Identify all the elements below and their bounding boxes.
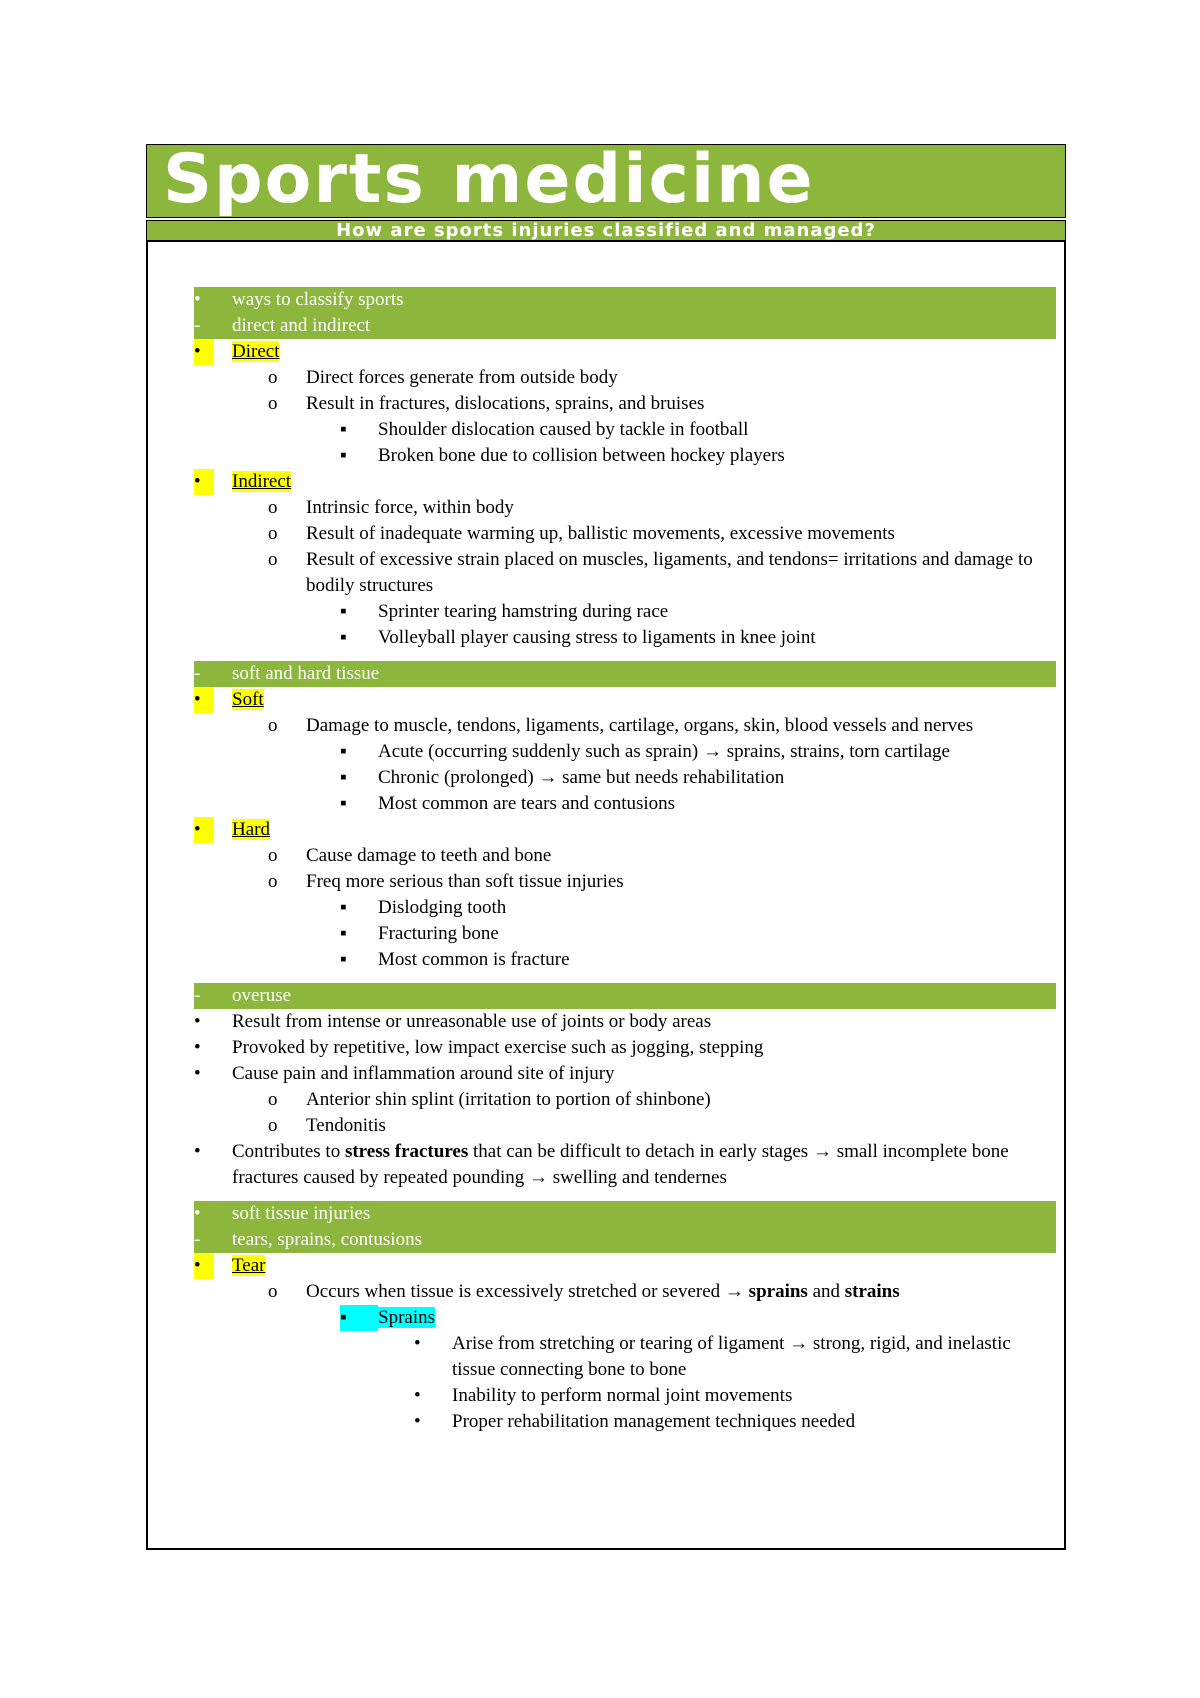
heading-soft: • Soft	[194, 687, 1056, 713]
bullet-circle-icon: o	[268, 549, 278, 570]
list-item: - tears, sprains, contusions	[194, 1227, 1056, 1253]
bullet-dot-icon: •	[194, 1141, 201, 1162]
heading-direct: • Direct	[194, 339, 1056, 365]
list-item: ▪ Fracturing bone	[194, 921, 1056, 947]
list-item: ▪ Broken bone due to collision between hockey players	[194, 443, 1056, 469]
bullet-dot-icon: •	[414, 1333, 421, 1354]
bullet-circle-icon: o	[268, 497, 278, 518]
bullet-dot-icon: •	[194, 339, 214, 365]
bullet-dot-icon: •	[194, 469, 214, 495]
list-item: ▪ Most common are tears and contusions	[194, 791, 1056, 817]
bullet-circle-icon: o	[268, 393, 278, 414]
list-item: o Occurs when tissue is excessively stretched or severed → sprains and strains	[194, 1279, 1056, 1305]
bullet-square-icon: ▪	[340, 923, 347, 944]
list-item: o Damage to muscle, tendons, ligaments, cartilage, organs, skin, blood vessels and nerves	[194, 713, 1056, 739]
bullet-circle-icon: o	[268, 367, 278, 388]
section-bar-overuse	[194, 983, 1056, 1009]
bullet-square-icon: ▪	[340, 627, 347, 648]
bullet-circle-icon: o	[268, 1089, 278, 1110]
bullet-square-icon: ▪	[340, 1305, 378, 1331]
list-item: o Result of excessive strain placed on muscles, ligaments, and tendons= irritations and damage to bodily structures	[268, 549, 1033, 596]
section-bar-soft-hard	[194, 661, 1056, 687]
bullet-circle-icon: o	[268, 845, 278, 866]
bullet-dot-icon: •	[194, 1011, 201, 1032]
list-item: - soft and hard tissue	[194, 661, 1056, 687]
bullet-square-icon: ▪	[340, 741, 347, 762]
list-item: ▪ Dislodging tooth	[194, 895, 1056, 921]
page-subtitle: How are sports injuries classified and managed?	[146, 220, 1066, 242]
list-item: • Result from intense or unreasonable use of joints or body areas	[194, 1009, 1056, 1035]
section-bar-soft-tissue	[194, 1201, 1056, 1253]
section-bar-classify	[194, 287, 1056, 339]
bullet-dot-icon: •	[414, 1411, 421, 1432]
bullet-circle-icon: o	[268, 1281, 278, 1302]
list-item: ▪ Acute (occurring suddenly such as sprain) → sprains, strains, torn cartilage	[194, 739, 1056, 765]
bullet-dot-icon: •	[414, 1385, 421, 1406]
document-body	[194, 287, 1056, 1435]
list-item: o Intrinsic force, within body	[194, 495, 1056, 521]
content-box	[146, 240, 1066, 1550]
list-item: ▪ Chronic (prolonged) → same but needs rehabilitation	[194, 765, 1056, 791]
bullet-dash-icon: -	[194, 663, 201, 684]
bullet-dot-icon: •	[194, 289, 201, 310]
list-item: • Provoked by repetitive, low impact exercise such as jogging, stepping	[194, 1035, 1056, 1061]
bullet-square-icon: ▪	[340, 445, 347, 466]
list-item: ▪ Sprinter tearing hamstring during race	[194, 599, 1056, 625]
bullet-square-icon: ▪	[340, 601, 347, 622]
page-frame	[146, 144, 1066, 1550]
page-title: Sports medicine	[146, 144, 1066, 218]
bullet-dot-icon: •	[194, 1253, 214, 1279]
bullet-square-icon: ▪	[340, 949, 347, 970]
list-item: • Cause pain and inflammation around site of injury	[194, 1061, 1056, 1087]
list-item: ▪ Shoulder dislocation caused by tackle in football	[194, 417, 1056, 443]
bullet-dash-icon: -	[194, 985, 201, 1006]
bullet-square-icon: ▪	[340, 767, 347, 788]
bullet-square-icon: ▪	[340, 793, 347, 814]
heading-sprains: ▪ Sprains	[194, 1305, 1056, 1331]
list-item: • soft tissue injuries	[194, 1201, 1056, 1227]
bullet-dot-icon: •	[194, 1063, 201, 1084]
bullet-dot-icon: •	[194, 817, 214, 843]
bullet-dot-icon: •	[194, 1037, 201, 1058]
bullet-dash-icon: -	[194, 1229, 201, 1250]
bullet-square-icon: ▪	[340, 419, 347, 440]
bullet-circle-icon: o	[268, 1115, 278, 1136]
list-item: o Freq more serious than soft tissue injuries	[194, 869, 1056, 895]
list-item: • ways to classify sports	[194, 287, 1056, 313]
bullet-square-icon: ▪	[340, 897, 347, 918]
heading-tear: • Tear	[194, 1253, 1056, 1279]
list-item: • Contributes to stress fractures that can be difficult to detach in early stages → small incomplete bone fractures caused by repeated pounding → swelling and tendernes	[194, 1141, 1009, 1188]
bullet-dot-icon: •	[194, 1203, 201, 1224]
list-item: o Direct forces generate from outside body	[194, 365, 1056, 391]
list-item: o Result of inadequate warming up, ballistic movements, excessive movements	[194, 521, 1056, 547]
list-item: o Tendonitis	[194, 1113, 1056, 1139]
bullet-dash-icon: -	[194, 315, 201, 336]
list-item: • Proper rehabilitation management techniques needed	[194, 1409, 1056, 1435]
list-item: o Anterior shin splint (irritation to portion of shinbone)	[194, 1087, 1056, 1113]
list-item: • Arise from stretching or tearing of ligament → strong, rigid, and inelastic tissue connecting bone to bone	[414, 1333, 1011, 1380]
list-item: • Inability to perform normal joint movements	[194, 1383, 1056, 1409]
heading-hard: • Hard	[194, 817, 1056, 843]
list-item: - direct and indirect	[194, 313, 1056, 339]
bullet-circle-icon: o	[268, 871, 278, 892]
bullet-circle-icon: o	[268, 523, 278, 544]
list-item: - overuse	[194, 983, 1056, 1009]
list-item: o Cause damage to teeth and bone	[194, 843, 1056, 869]
list-item: o Result in fractures, dislocations, sprains, and bruises	[194, 391, 1056, 417]
bullet-circle-icon: o	[268, 715, 278, 736]
list-item: ▪ Volleyball player causing stress to ligaments in knee joint	[194, 625, 1056, 651]
list-item: ▪ Most common is fracture	[194, 947, 1056, 973]
heading-indirect: • Indirect	[194, 469, 1056, 495]
bullet-dot-icon: •	[194, 687, 214, 713]
